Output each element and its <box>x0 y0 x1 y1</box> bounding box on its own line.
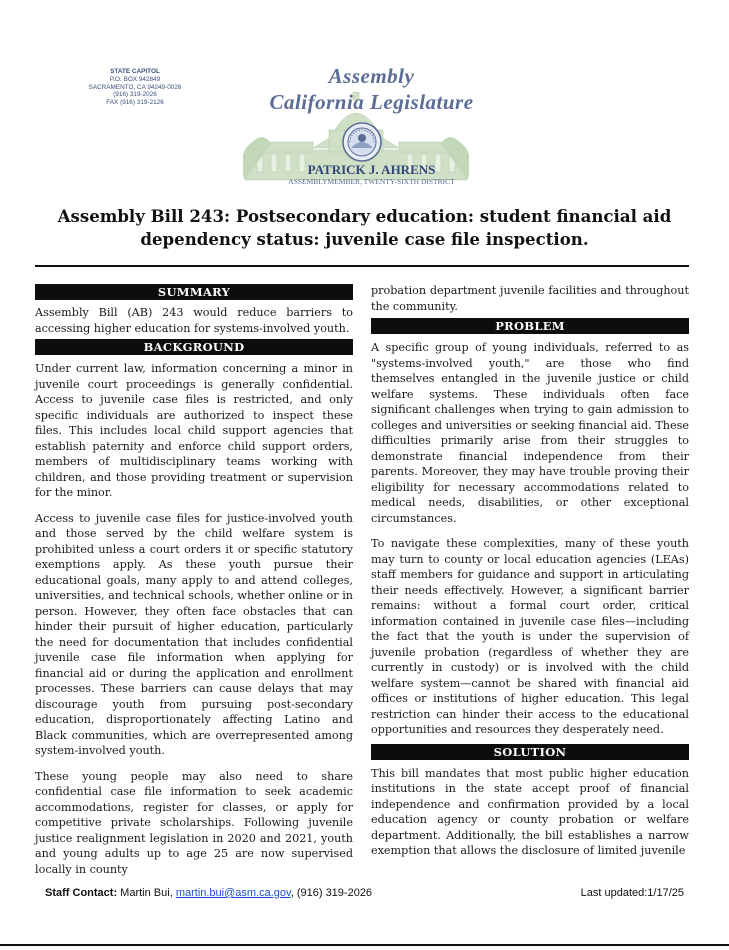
address-line: P.O. BOX 942849 <box>109 75 161 83</box>
solution-paragraph: This bill mandates that most public higher education institutions in the state accept proof of financial independence and confirmation provided by a local education agency or county probation or welfare department. Additionally, the bill establishes a narrow exemption that allows the disclosure of limited juvenile <box>371 766 689 857</box>
right-column <box>371 283 689 859</box>
staff-contact <box>45 887 372 899</box>
summary-heading: SUMMARY <box>35 284 353 300</box>
title-divider <box>35 265 689 267</box>
background-paragraph: Under current law, information concerning a minor in juvenile court proceedings is generally confidential. Access to juvenile case files is restricted, and only specific individuals are authorized to inspect these files. This includes local child support agencies that establish paternity and enforce child support orders, members of multidisciplinary teams working with children, and those providing treatment or supervision for the minor. <box>35 362 353 499</box>
california-legislature-logo-text: California Legislature <box>269 90 474 114</box>
problem-paragraph: A specific group of young individuals, referred to as "systems-involved youth," are those who find themselves entangled in the juvenile justice or child welfare systems. These individuals often face significant challenges when trying to gain admission to colleges and universities or seeking financial aid. These difficulties primarily arise from their struggles to demonstrate financial independence from their parents. Moreover, they may have trouble proving their eligibility for necessary accommodations related to medical needs, disabilities, or other exceptional circumstances. <box>371 341 689 525</box>
staff-phone: , (916) 319-2026 <box>290 887 373 899</box>
problem-heading: PROBLEM <box>371 318 689 334</box>
staff-email-link[interactable]: martin.bui@asm.ca.gov <box>175 887 291 899</box>
background-paragraph: Access to juvenile case files for justice-involved youth and those served by the child welfare system is prohibited unless a court orders it or specific statutory exemptions apply. As these youth pursue their educational goals, many apply to and attend colleges, universities, and technical schools, whether online or in person. However, they often face obstacles that can hinder their pursuit of higher education, particularly the need for documentation that includes confidential juvenile case file information when applying for financial aid or during the application and enrollment processes. These barriers can cause delays that may discourage youth from pursuing post-secondary education, disproportionately affecting Latino and Black communities, which are overrepresented among system-involved youth. <box>35 511 353 757</box>
address-line: SACRAMENTO, CA 94249-0026 <box>88 83 182 91</box>
staff-contact-name: Martin Bui, <box>120 887 173 899</box>
page-bottom-rule <box>0 944 729 946</box>
assemblymember-name: PATRICK J. AHRENS <box>307 162 436 177</box>
staff-contact-label: Staff Contact: <box>45 887 118 899</box>
solution-heading: SOLUTION <box>371 744 689 760</box>
address-line: (916) 319-2026 <box>113 91 157 99</box>
assemblymember-district: ASSEMBLYMEMBER, TWENTY-SIXTH DISTRICT <box>288 177 455 186</box>
problem-paragraph: To navigate these complexities, many of these youth may turn to county or local education agencies (LEAs) staff members for guidance and support in articulating their needs effectively. However, a significant barrier remains: without a formal court order, critical information contained in juvenile case files—including the fact that the youth is under the supervision of juvenile probation (regardless of whether they are currently in custody) or is involved with the child welfare system—cannot be shared with financial aid offices or institutions of higher education. This legal restriction can hinder their access to the educational opportunities and resources they desperately need. <box>371 537 689 736</box>
last-updated: Last updated:1/17/25 <box>580 887 684 899</box>
state-seal-icon <box>342 122 382 162</box>
background-paragraph: These young people may also need to share confidential case file information to seek academic accommodations, register for classes, or apply for competitive private scholarships. Following juvenile justice realignment legislation in 2020 and 2021, youth and young adults up to age 25 are now supervised locally in county <box>35 769 353 876</box>
address-line: FAX (916) 319-2126 <box>106 99 164 107</box>
assembly-logo-text: Assembly <box>328 64 415 88</box>
letterhead <box>0 0 729 200</box>
background-continuation: probation department juvenile facilities and throughout the community. <box>371 284 689 313</box>
address-line: STATE CAPITOL <box>110 68 160 75</box>
document-title: Assembly Bill 243: Postsecondary education: student financial aid dependency status: juvenile case file inspection. <box>57 206 672 249</box>
summary-paragraph: Assembly Bill (AB) 243 would reduce barriers to accessing higher education for systems-involved youth. <box>35 306 353 335</box>
left-column <box>35 284 353 877</box>
background-heading: BACKGROUND <box>35 339 353 355</box>
